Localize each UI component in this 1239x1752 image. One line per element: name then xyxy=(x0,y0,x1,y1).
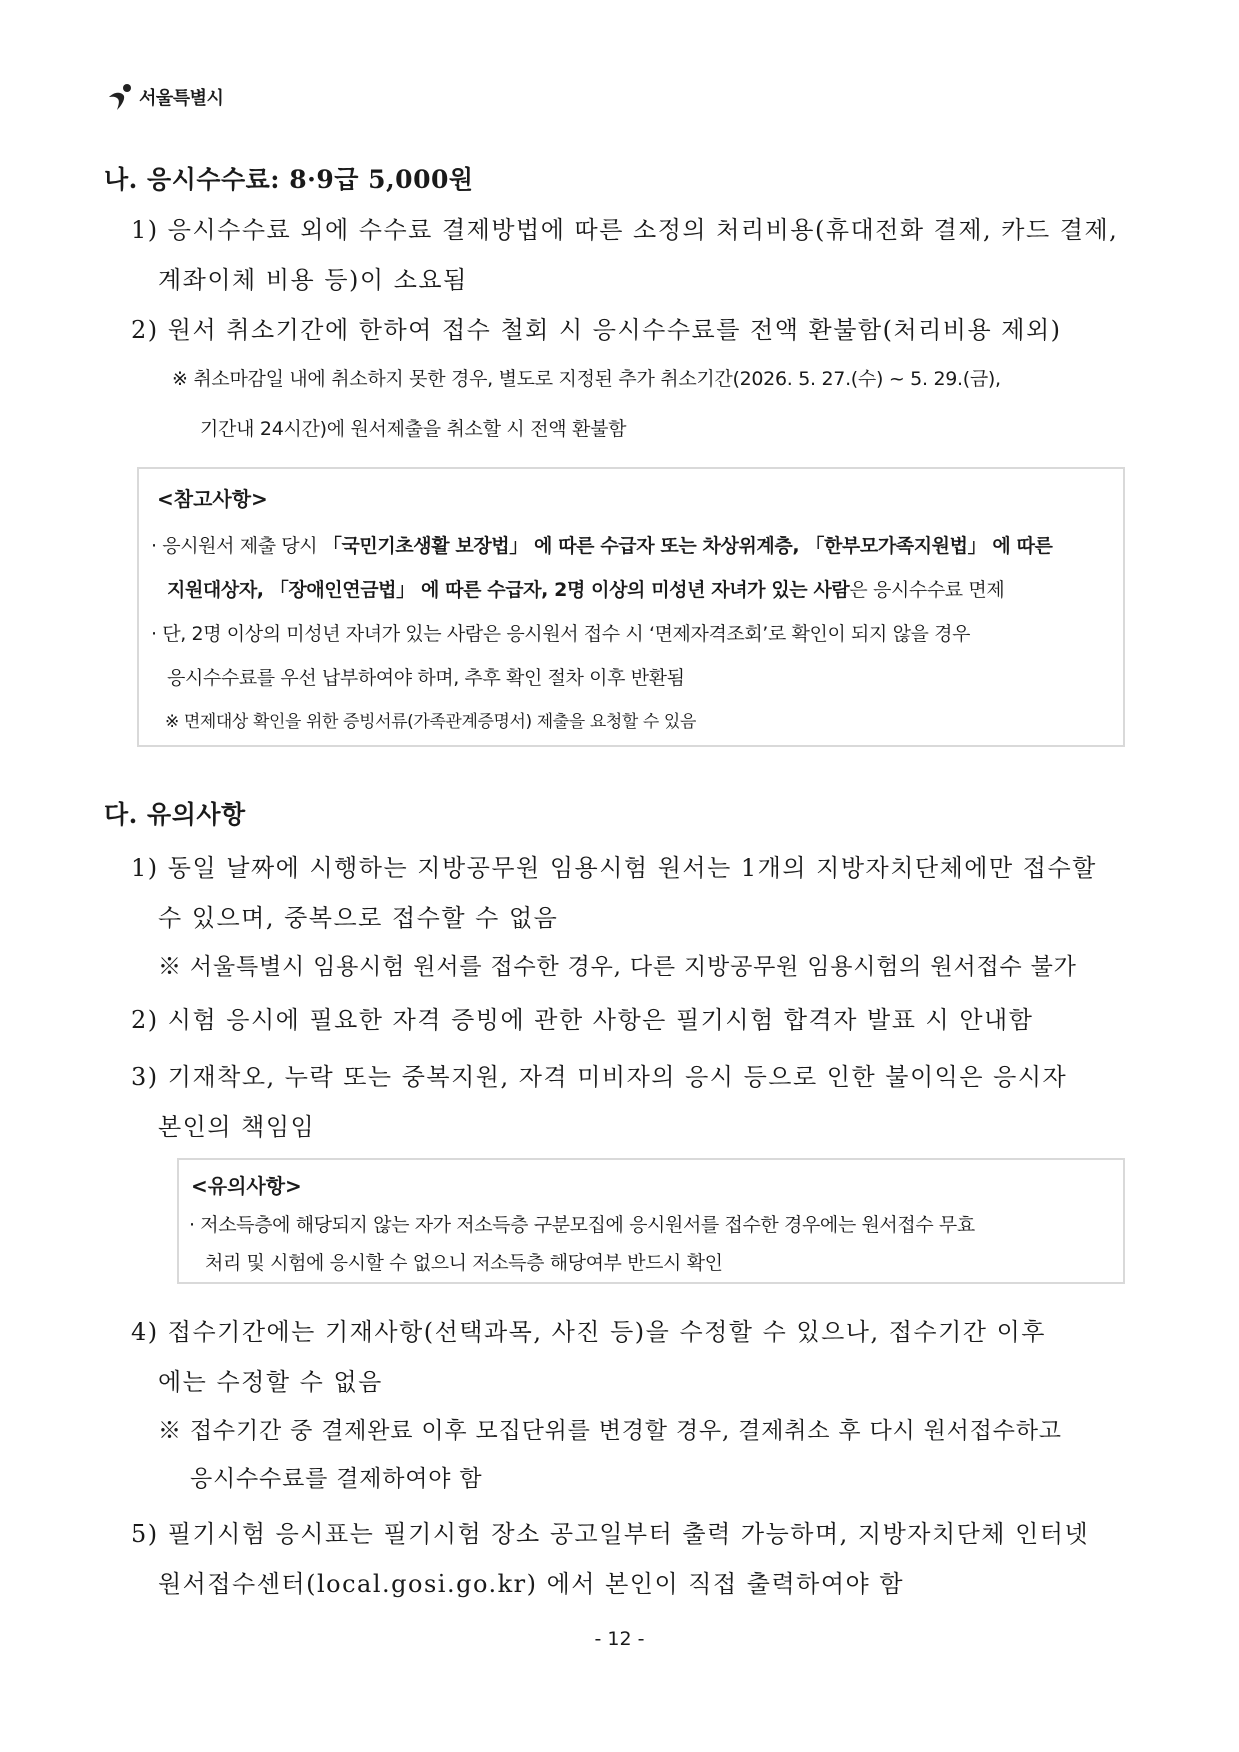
reference-bullet-2-line-2: 응시수수료를 우선 납부하여야 하며, 추후 확인 절차 이후 반환됨 xyxy=(167,667,685,689)
caution-box-line-1: · 저소득층에 해당되지 않는 자가 저소득층 구분모집에 응시원서를 접수한 경우에는 원서접수 무효 xyxy=(189,1214,975,1236)
section-da-heading: 다. 유의사항 xyxy=(104,800,246,829)
reference-bullet-1-line-2-bold: 지원대상자, 「장애인연금법」 에 따른 수급자, 2명 이상의 미성년 자녀가 있는 사람 xyxy=(167,579,850,601)
caution-box-title: <유의사항> xyxy=(191,1174,302,1198)
reference-bullet-1-bold: 「국민기초생활 보장법」 에 따른 수급자 또는 차상위계층, 「한부모가족지원법」 에 따른 xyxy=(322,535,1053,557)
caution-box xyxy=(177,1158,1125,1284)
caution-item-5-line-1: 5) 필기시험 응시표는 필기시험 장소 공고일부터 출력 가능하며, 지방자치단체 인터넷 xyxy=(131,1520,1090,1548)
fee-item-1-line-1: 1) 응시수수료 외에 수수료 결제방법에 따른 소정의 처리비용(휴대전화 결제, 카드 결제, xyxy=(131,216,1119,244)
caution-item-5-line-2: 원서접수센터(local.gosi.go.kr) 에서 본인이 직접 출력하여야 함 xyxy=(158,1570,905,1598)
page-number: - 12 - xyxy=(594,1628,645,1650)
caution-item-4-line-1: 4) 접수기간에는 기재사항(선택과목, 사진 등)을 수정할 수 있으나, 접수기간 이후 xyxy=(131,1318,1046,1346)
refund-note-line-1: ※ 취소마감일 내에 취소하지 못한 경우, 별도로 지정된 추가 취소기간(2026. 5. 27.(수) ~ 5. 29.(금), xyxy=(172,368,1001,390)
caution-item-4-line-2: 에는 수정할 수 없음 xyxy=(158,1368,383,1396)
caution-item-4-note-line-2: 응시수수료를 결제하여야 함 xyxy=(190,1466,483,1492)
seoul-logo xyxy=(106,80,223,114)
reference-bullet-2-line-1: · 단, 2명 이상의 미성년 자녀가 있는 사람은 응시원서 접수 시 ‘면제자격조회’로 확인이 되지 않을 경우 xyxy=(151,623,971,645)
caution-item-3-line-2: 본인의 책임임 xyxy=(158,1113,316,1141)
logo-text: 서울특별시 xyxy=(139,88,224,109)
refund-note-line-2: 기간내 24시간)에 원서제출을 취소할 시 전액 환불함 xyxy=(200,418,627,440)
reference-note: ※ 면제대상 확인을 위한 증빙서류(가족관계증명서) 제출을 요청할 수 있음 xyxy=(165,712,696,732)
section-na-heading: 나. 응시수수료: 8·9급 5,000원 xyxy=(104,165,474,194)
reference-bullet-1-line-2-suffix: 은 응시수수료 면제 xyxy=(849,579,1005,601)
caution-item-1-line-1: 1) 동일 날짜에 시행하는 지방공무원 임용시험 원서는 1개의 지방자치단체에만 접수할 xyxy=(131,854,1097,882)
reference-bullet-1-prefix: · 응시원서 제출 당시 xyxy=(151,535,323,557)
reference-box-title: <참고사항> xyxy=(157,487,268,511)
reference-box xyxy=(137,467,1125,747)
caution-item-4-note-line-1: ※ 접수기간 중 결제완료 이후 모집단위를 변경할 경우, 결제취소 후 다시 원서접수하고 xyxy=(158,1418,1062,1444)
reference-bullet-1-line-1 xyxy=(151,531,1052,558)
seoul-emblem-icon xyxy=(106,82,136,112)
fee-item-1-line-2: 계좌이체 비용 등)이 소요됨 xyxy=(158,266,468,294)
caution-item-1-line-2: 수 있으며, 중복으로 접수할 수 없음 xyxy=(158,904,559,932)
caution-item-1-note: ※ 서울특별시 임용시험 원서를 접수한 경우, 다른 지방공무원 임용시험의 원서접수 불가 xyxy=(158,954,1077,980)
caution-item-3-line-1: 3) 기재착오, 누락 또는 중복지원, 자격 미비자의 응시 등으로 인한 불이익은 응시자 xyxy=(131,1063,1068,1091)
reference-bullet-1-line-2 xyxy=(167,575,1004,602)
caution-item-2: 2) 시험 응시에 필요한 자격 증빙에 관한 사항은 필기시험 합격자 발표 시 안내함 xyxy=(131,1006,1034,1034)
caution-box-line-2: 처리 및 시험에 응시할 수 없으니 저소득층 해당여부 반드시 확인 xyxy=(205,1252,723,1274)
fee-item-2-line-1: 2) 원서 취소기간에 한하여 접수 철회 시 응시수수료를 전액 환불함(처리비용 제외) xyxy=(131,316,1062,344)
